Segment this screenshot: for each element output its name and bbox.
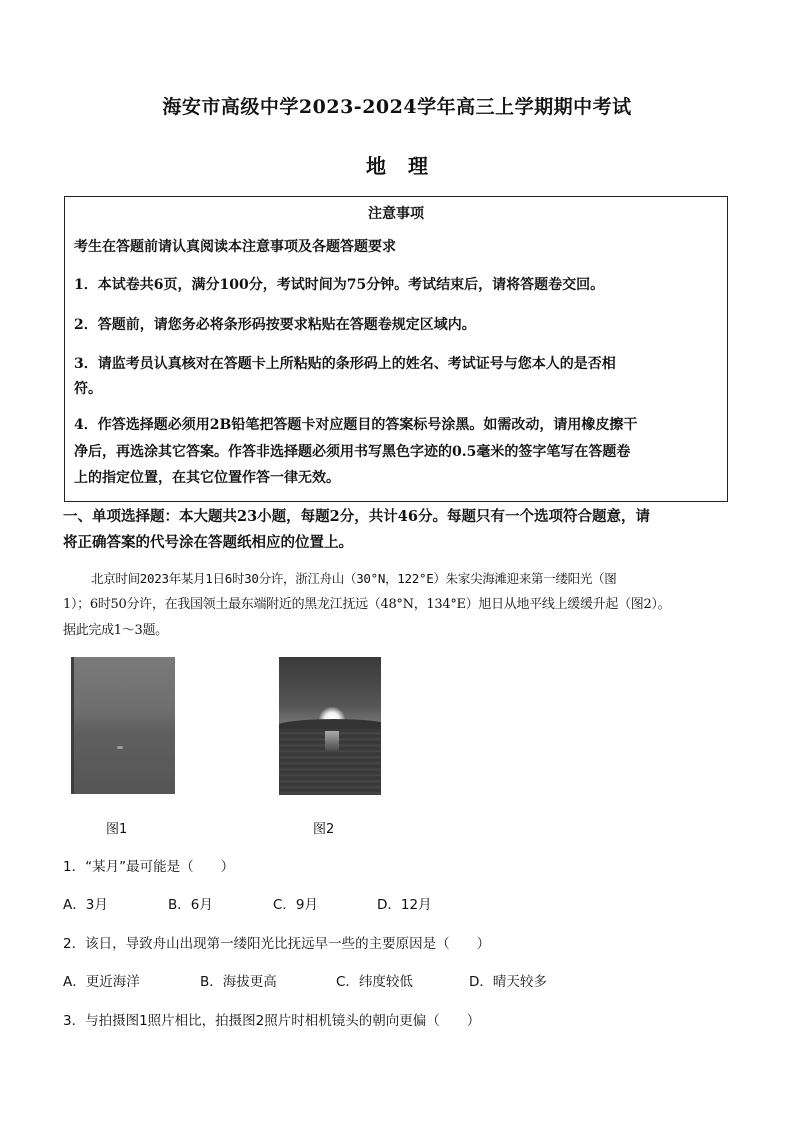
section-line: 将正确答案的代号涂在答题纸相应的位置上。: [63, 534, 353, 551]
figure-1-photo: [71, 657, 175, 794]
notice-line: 3．请监考员认真核对在答题卡上所粘贴的条形码上的姓名、考试证号与您本人的是否相: [74, 356, 616, 372]
notice-line: 2．答题前，请您务必将条形码按要求粘贴在答题卷规定区域内。: [74, 317, 476, 333]
notice-line: 上的指定位置，在其它位置作答一律无效。: [74, 470, 340, 486]
question-2-option-a: A．更近海洋: [63, 974, 140, 990]
question-2-stem: 2．该日，导致舟山出现第一缕阳光比抚远早一些的主要原因是（ ）: [63, 936, 491, 952]
exam-title: 海安市高级中学2023-2024学年高三上学期期中考试: [162, 96, 632, 118]
question-2-option-c: C．纬度较低: [336, 974, 413, 990]
passage-line: 据此完成1～3题。: [63, 623, 168, 638]
question-1-option-b: B．6月: [168, 897, 213, 913]
question-1-option-a: A．3月: [63, 897, 108, 913]
question-2-option-d: D．晴天较多: [469, 974, 547, 990]
notice-line: 符。: [74, 381, 102, 397]
passage-line: 1）；6时50分许，在我国领土最东端附近的黑龙江抚远（48°N，134°E）旭日从地平线上缓缓升起（图2）。: [63, 597, 671, 612]
passage-line: 北京时间2023年某月1日6时30分许，浙江舟山（30°N，122°E）朱家尖海滩迎来第一缕阳光（图: [91, 571, 617, 586]
notice-line: 净后，再选涂其它答案。作答非选择题必须用书写黑色字迹的0.5毫米的签字笔写在答题卷: [74, 444, 631, 460]
figure-2-photo: [279, 657, 381, 795]
question-1-option-d: D．12月: [377, 897, 432, 913]
question-2-option-b: B．海拔更高: [200, 974, 277, 990]
figure-2-caption: 图2: [313, 822, 335, 837]
question-3-stem: 3．与拍摄图1照片相比，拍摄图2照片时相机镜头的朝向更偏（ ）: [63, 1013, 481, 1029]
sun-reflection: [325, 731, 339, 751]
section-heading: [63, 504, 733, 556]
notice-heading: 注意事项: [368, 206, 424, 222]
notice-line: 4．作答选择题必须用2B铅笔把答题卡对应题目的答案标号涂黑。如需改动，请用橡皮擦干: [74, 417, 638, 433]
question-passage: [63, 566, 733, 644]
question-1-option-c: C．9月: [273, 897, 319, 913]
photo-edge: [71, 657, 74, 794]
section-line: 一、单项选择题：本大题共23小题，每题2分，共计46分。每题只有一个选项符合题意，请: [63, 508, 650, 525]
question-1-stem: 1．“某月”最可能是（ ）: [63, 859, 235, 875]
subject-title: 地理: [366, 154, 450, 178]
notice-line: 1．本试卷共6页，满分100分，考试时间为75分钟。考试结束后，请将答题卷交回。: [74, 277, 605, 293]
notice-line: 考生在答题前请认真阅读本注意事项及各题答题要求: [74, 239, 396, 255]
notice-box: [64, 196, 728, 502]
figure-1-caption: 图1: [106, 822, 128, 837]
boat-speck: [117, 746, 123, 749]
